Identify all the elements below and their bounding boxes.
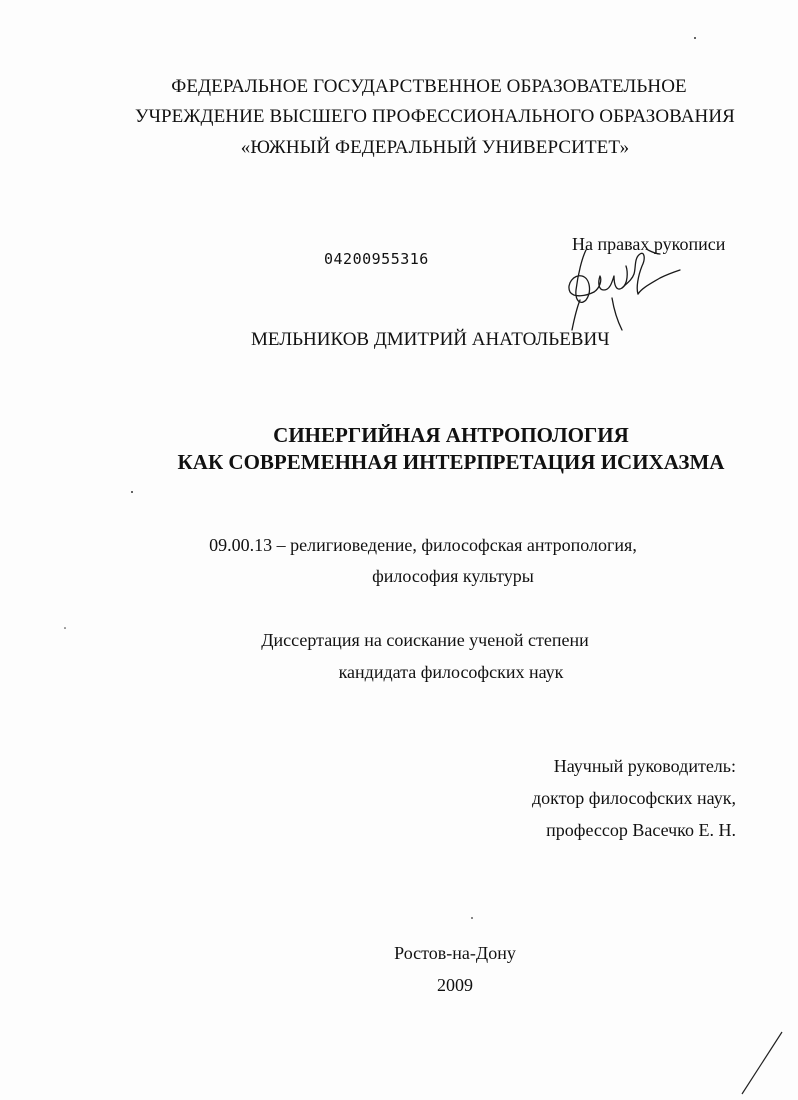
specialty-line-2: философия культуры: [372, 566, 534, 586]
catalog-number: 04200955316: [324, 250, 429, 268]
supervisor-degree: доктор философских наук,: [532, 788, 736, 808]
scan-speck: [694, 37, 696, 39]
scan-speck: [131, 491, 133, 493]
supervisor-label: Научный руководитель:: [553, 756, 736, 776]
institution-line-3: «ЮЖНЫЙ ФЕДЕРАЛЬНЫЙ УНИВЕРСИТЕТ»: [240, 137, 630, 158]
specialty-line-1: 09.00.13 – религиоведение, философская антропология,: [209, 535, 637, 555]
institution-line-2: УЧРЕЖДЕНИЕ ВЫСШЕГО ПРОФЕССИОНАЛЬНОГО ОБРАЗОВАНИЯ: [135, 106, 735, 127]
supervisor-name: профессор Васечко Е. Н.: [546, 820, 736, 840]
margin-stroke: [742, 1032, 782, 1094]
author-name: МЕЛЬНИКОВ ДМИТРИЙ АНАТОЛЬЕВИЧ: [251, 329, 610, 350]
thesis-title-line-1: СИНЕРГИЙНАЯ АНТРОПОЛОГИЯ: [273, 423, 629, 447]
institution-line-1: ФЕДЕРАЛЬНОЕ ГОСУДАРСТВЕННОЕ ОБРАЗОВАТЕЛЬНОЕ: [171, 76, 687, 97]
year: 2009: [437, 975, 473, 995]
thesis-title-line-2: КАК СОВРЕМЕННАЯ ИНТЕРПРЕТАЦИЯ ИСИХАЗМА: [177, 450, 725, 474]
city: Ростов-на-Дону: [394, 943, 516, 963]
degree-line-1: Диссертация на соискание ученой степени: [261, 630, 589, 650]
manuscript-note: На правах рукописи: [572, 234, 726, 254]
scan-speck: [64, 627, 66, 629]
scan-speck: [471, 917, 473, 919]
degree-line-2: кандидата философских наук: [338, 662, 564, 682]
